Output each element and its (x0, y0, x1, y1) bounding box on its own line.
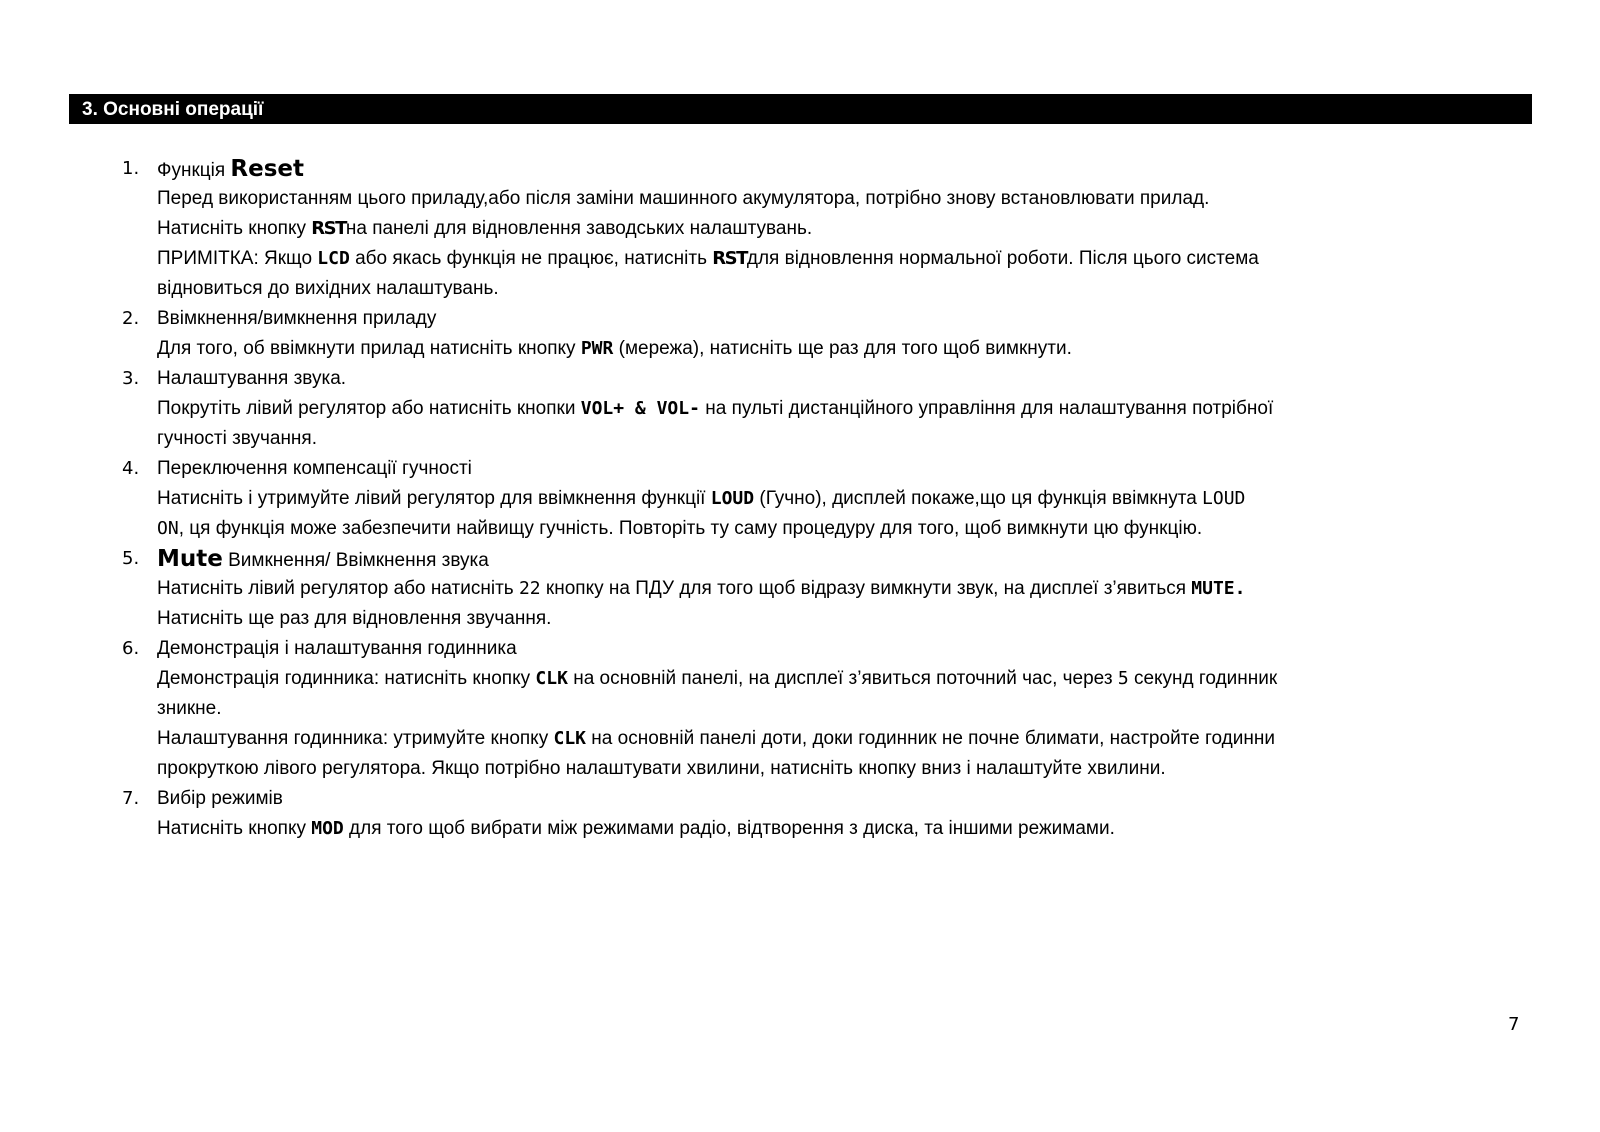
operations-list (0, 154, 1600, 844)
text-line (157, 754, 1600, 784)
line-text: (Гучно), дисплей покаже,що ця функція ввімкнута (754, 488, 1203, 509)
list-item-mute (0, 544, 1600, 574)
text-line (157, 664, 1600, 694)
text-line (157, 424, 1600, 454)
line-text: прокруткою лівого регулятора. Якщо потрібно налаштувати хвилини, натисніть кнопку вниз і налаштуйте хвилини. (157, 758, 1166, 779)
reset-keyword: Reset (230, 156, 305, 182)
text-line (157, 514, 1600, 544)
item-title: Демонстрація і налаштування годинника (157, 638, 517, 659)
loud-key-label: LOUD (710, 488, 755, 509)
item-title: Ввімкнення/вимкнення приладу (157, 308, 437, 329)
line-text: Демонстрація годинника: натисніть кнопку (157, 668, 536, 689)
item-number: 7. (122, 788, 140, 809)
line-text: Натисніть лівий регулятор або натисніть (157, 578, 519, 599)
line-text: на панелі для відновлення заводських налаштувань. (345, 218, 813, 239)
line-text: або якась функція не працює, натисніть (349, 248, 713, 269)
seconds-number: 5 (1117, 668, 1129, 689)
list-item-clock (0, 634, 1600, 664)
list-item-loudness (0, 454, 1600, 484)
line-text: на пульті дистанційного управління для налаштування потрібної (699, 398, 1274, 419)
display-text: ON (157, 518, 179, 539)
clk-key-label: CLK (535, 668, 568, 689)
text-line (157, 694, 1600, 724)
page-number: 7 (1508, 1014, 1520, 1035)
line-text: гучності звучання. (157, 428, 317, 449)
line-text: на основній панелі, на дисплеї з’явиться поточний час, через (567, 668, 1118, 689)
mute-display-label: MUTE. (1191, 578, 1246, 599)
item-number: 6. (122, 638, 140, 659)
mod-key-label: MOD (311, 818, 344, 839)
vol-key-label: VOL+ & VOL- (580, 398, 700, 419)
item-title: Вибір режимів (157, 788, 283, 809)
item-title-prefix: Функція (157, 160, 231, 181)
line-text: Налаштування годинника: утримуйте кнопку (157, 728, 554, 749)
section-title: 3. Основні операції (82, 99, 264, 120)
line-text: для відновлення нормальної роботи. Після цього система (746, 248, 1259, 269)
line-text: кнопку на ПДУ для того щоб відразу вимкнути звук, на дисплеї з’явиться (540, 578, 1192, 599)
item-title (157, 544, 489, 576)
text-line (157, 184, 1600, 214)
text-line (157, 394, 1600, 424)
clk-key-label: CLK (553, 728, 587, 749)
item-title: Переключення компенсації гучності (157, 458, 472, 479)
lcd-key-label: LCD (317, 248, 350, 269)
item-number: 1. (122, 158, 140, 179)
rst-key-label: RST (311, 218, 346, 239)
line-text: для того щоб вибрати між режимами радіо, відтворення з диска, та іншими режимами. (343, 818, 1115, 839)
list-item-power (0, 304, 1600, 334)
text-line (157, 214, 1600, 244)
item-number: 5. (122, 548, 140, 569)
list-item-volume (0, 364, 1600, 394)
item-number: 3. (122, 368, 140, 389)
list-item-mode (0, 784, 1600, 814)
rst-key-label: RST (712, 248, 747, 269)
line-text: Перед використанням цього приладу,або після заміни машинного акумулятора, потрібно знову встановлювати прилад. (157, 188, 1210, 209)
item-title (157, 154, 304, 186)
line-text: відновиться до вихідних налаштувань. (157, 278, 499, 299)
item-number: 4. (122, 458, 140, 479)
line-text: , ця функція може забезпечити найвищу гучність. Повторіть ту саму процедуру для того, щоб вимкнути цю функцію. (178, 518, 1203, 539)
text-line (157, 724, 1600, 754)
list-item-reset (0, 154, 1600, 184)
line-text: ПРИМІТКА: Якщо (157, 248, 318, 269)
text-line (157, 484, 1600, 514)
button-number: 22 (518, 578, 541, 599)
line-text: Для того, об ввімкнути прилад натисніть кнопку (157, 338, 581, 359)
line-text: (мережа), натисніть ще раз для того щоб вимкнути. (613, 338, 1072, 359)
pwr-key-label: PWR (580, 338, 614, 359)
section-header (69, 94, 1532, 124)
line-text: Покрутіть лівий регулятор або натисніть кнопки (157, 398, 581, 419)
line-text: Натисніть кнопку (157, 818, 312, 839)
item-title-suffix: Вимкнення/ Ввімкнення звука (222, 550, 489, 571)
line-text: зникне. (157, 698, 222, 719)
line-text: на основній панелі доти, доки годинник не почне блимати, настройте годинни (586, 728, 1275, 749)
line-text: секунд годинник (1128, 668, 1278, 689)
line-text: Натисніть і утримуйте лівий регулятор для ввімкнення функції (157, 488, 711, 509)
text-line (157, 334, 1600, 364)
text-line (157, 274, 1600, 304)
text-line (157, 244, 1600, 274)
line-text: Натисніть кнопку (157, 218, 312, 239)
text-line (157, 574, 1600, 604)
item-number: 2. (122, 308, 140, 329)
text-line (157, 814, 1600, 844)
text-line (157, 604, 1600, 634)
item-title: Налаштування звука. (157, 368, 347, 389)
line-text: Натисніть ще раз для відновлення звучання. (157, 608, 552, 629)
mute-keyword: Mute (157, 546, 223, 572)
display-text: LOUD (1202, 488, 1246, 509)
